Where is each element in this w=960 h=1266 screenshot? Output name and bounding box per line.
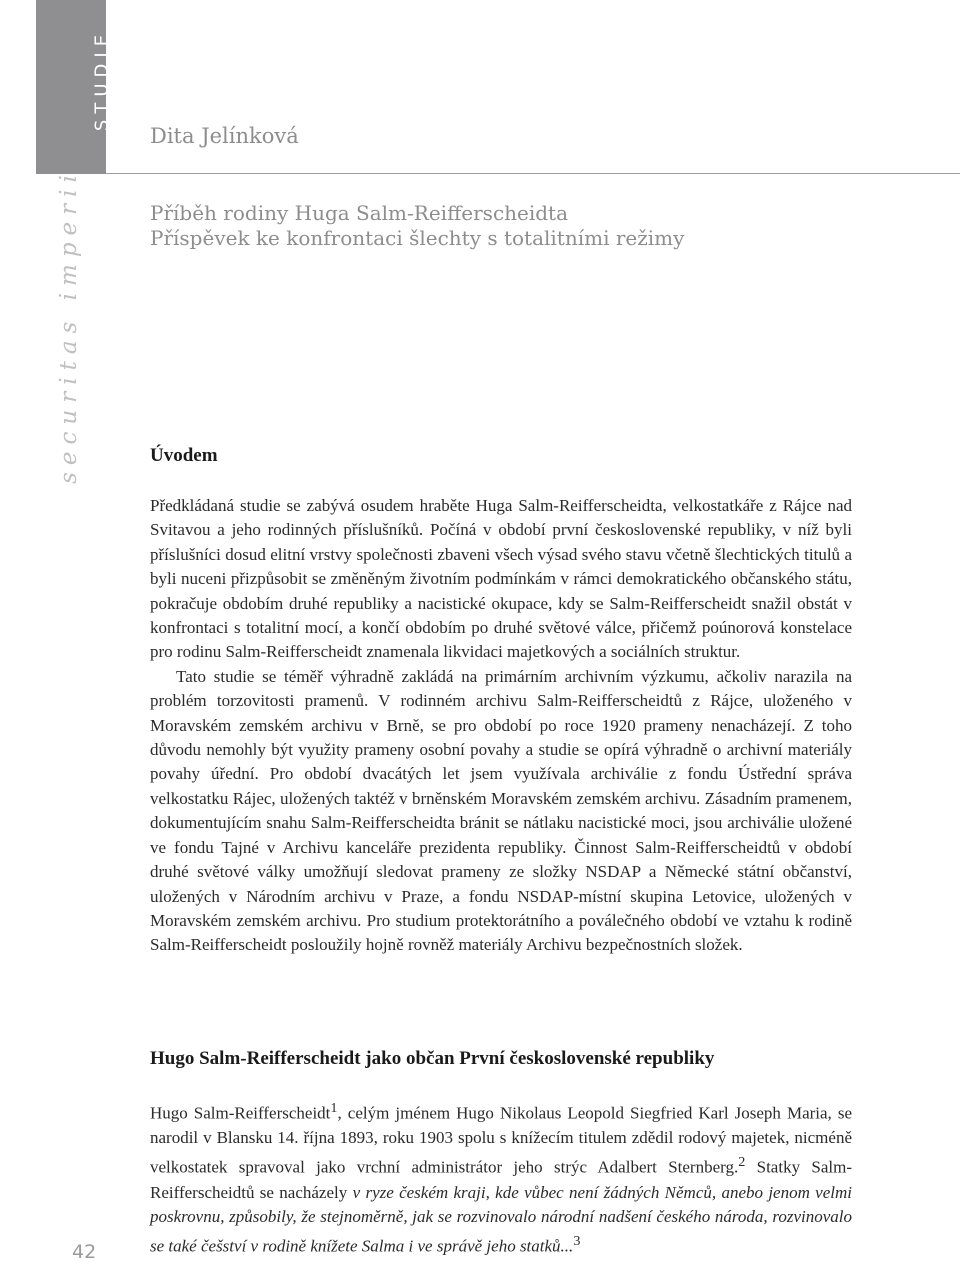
section-heading: Hugo Salm-Reifferscheidt jako občan První československé republiky xyxy=(150,1048,715,1069)
page-number: 42 xyxy=(72,1241,97,1263)
article-author: Dita Jelínková xyxy=(150,124,299,148)
section-body xyxy=(150,1096,852,1259)
header-rule xyxy=(106,173,960,174)
intro-paragraph-1: Předkládaná studie se zabývá osudem hraběte Huga Salm-Reifferscheidta, velkostatkáře z Rájce nad Svitavou a jeho rodinných příslušníků. Počíná v období první československé republiky, v níž byli příslušníci dosud elitní vrstvy společnosti zbaveni všech výsad svého stavu včetně šlechtických titulů a byli nuceni přizpůsobit se změněným životním podmínkám v rámci demokratického občanského státu, pokračuje obdobím druhé republiky a nacistické okupace, kdy se Salm-Reifferscheidt snažil obstát v konfrontaci s totalitní mocí, a končí obdobím po druhé světové válce, přičemž poúnorová konstelace pro rodinu Salm-Reifferscheidt znamenala likvidaci majetkových a sociálních struktur. xyxy=(150,496,852,662)
article-subtitle-line-2: Příspěvek ke konfrontaci šlechty s totalitními režimy xyxy=(150,226,685,250)
footnote-ref-3[interactable]: 3 xyxy=(573,1233,581,1250)
section-paragraph xyxy=(150,1096,852,1259)
footnote-ref-1[interactable]: 1 xyxy=(330,1100,338,1116)
person-name: Hugo Salm-Reifferscheidt xyxy=(150,1103,331,1123)
section-label: STUDIE xyxy=(91,28,113,132)
article-title xyxy=(150,201,684,251)
intro-heading: Úvodem xyxy=(150,445,218,466)
section-quote: v ryze českém kraji, kde vůbec není žádných Němců, anebo jenom velmi poskrovnu, způsobily, že stejnoměrně, jak se rozvinovalo národní nadšení českého národa, rozvinovalo se také češství v rodině knížete Salma i ve správě jeho statků... xyxy=(150,1182,853,1256)
footnote-ref-2[interactable]: 2 xyxy=(738,1154,746,1171)
section-text-2: Statky Salm-Reifferscheidtů se nacházely xyxy=(150,1158,852,1202)
article-title-line-1: Příběh rodiny Huga Salm-Reifferscheidta xyxy=(150,201,569,225)
intro-section xyxy=(150,494,852,958)
section-text-1: , celým jménem Hugo Nikolaus Leopold Siegfried Karl Joseph Maria, se narodil v Blansku 14. října 1893, roku 1903 spolu s knížecím titulem zdědil rodový majetek, nicméně velkostatek spravoval jako vrchní administrátor jeho strýc Adalbert Sternberg. xyxy=(150,1103,852,1178)
section-tab xyxy=(36,0,113,174)
intro-paragraph-2: Tato studie se téměř výhradně zakládá na primárním archivním výzkumu, ačkoliv narazila na problém torzovitosti pramenů. V rodinném archivu Salm-Reifferscheidtů z Rájce, uloženého v Moravském zemském archivu v Brně, se pro období po roce 1920 prameny nenacházejí. Z toho důvodu nemohly být využity prameny osobní povahy a studie se opírá výhradně o archivní materiály povahy úřední. Pro období dvacátých let jsem využívala archiválie z fondu Ústřední správa velkostatku Rájec, uložených taktéž v brněnském Moravském zemském archivu. Zásadním pramenem, dokumentujícím snahu Salm-Reifferscheidta bránit se nátlaku nacistické moci, jsou archiválie uložené ve fondu Tajné v Archivu kanceláře prezidenta republiky. Činnost Salm-Reifferscheidtů v období druhé světové války umožňují sledovat prameny ze složky NSDAP a Německé státní občanství, uložených v Národním archivu v Praze, a fondu NSDAP-místní skupina Letovice, uložených v Moravském zemském archivu. Pro studium protektorátního a poválečného období ve vztahu k rodině Salm-Reifferscheidt posloužily hojně rovněž materiály Archivu bezpečnostních složek. xyxy=(150,666,852,955)
journal-title: securitas imperii xyxy=(56,168,82,484)
